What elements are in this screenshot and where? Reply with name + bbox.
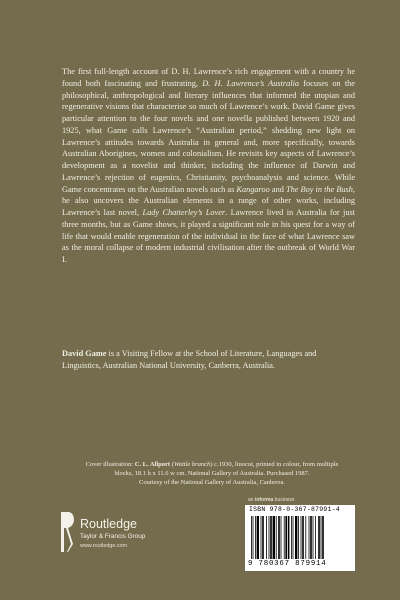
barcode-bar [302, 516, 304, 559]
barcode [245, 505, 355, 571]
barcode-bar [266, 516, 267, 559]
barcode-bar [281, 516, 282, 559]
barcode-bar [321, 516, 322, 559]
barcode-bar [313, 516, 314, 559]
barcode-bar [301, 516, 302, 559]
isbn-number: 9 780367 879914 [248, 560, 327, 568]
barcode-bar [310, 516, 312, 559]
barcode-bar [305, 516, 306, 559]
barcode-bar [285, 516, 287, 559]
barcode-bar [309, 516, 310, 559]
barcode-bar [251, 516, 252, 559]
barcode-bar [253, 516, 254, 559]
blurb-text: . Lawrence lived in Australia for just three months, but as Game shows, it played a significant role in his quest for a way of life that would enable regeneration of the individual in the face of what Lawrence saw as the moral collapse of modern industrial civilisation after the outbreak of World War I. [62, 208, 355, 264]
publisher-url[interactable]: www.routledge.com [80, 543, 128, 549]
barcode-bar [262, 516, 264, 559]
barcode-bar [270, 516, 272, 559]
blurb-text: and [269, 184, 286, 194]
barcode-bar [278, 516, 280, 559]
informa-tagline: an informa business [248, 497, 295, 503]
credit-artist: C. L. Allport [134, 461, 171, 468]
barcode-bar [298, 516, 299, 559]
barcode-bar [318, 516, 320, 559]
barcode-bar [273, 516, 275, 559]
credit-work-title: Wattle branch [173, 461, 211, 468]
author-name: David Game [62, 349, 107, 358]
isbn-label: ISBN 978-0-367-87991-4 [249, 506, 340, 513]
author-bio [62, 348, 355, 372]
barcode-bar [255, 516, 256, 559]
blurb-text: , he also uncovers the Australian elements in a range of other works, including Lawrence’s last novel, [62, 184, 355, 217]
novel-title-italic: Kangaroo [236, 184, 270, 194]
author-bio-text: is a Visiting Fellow at the School of Literature, Languages and Linguistics, Australian National University, Canberra, Australia. [62, 349, 317, 370]
book-description [62, 66, 355, 266]
barcode-bar [269, 516, 270, 559]
barcode-bar [276, 516, 277, 559]
blurb-text: The first full-length account of D. H. Lawrence’s rich engagement with a country he found both fascinating and frustrating, [62, 67, 355, 88]
book-title-italic: D. H. Lawrence’s Australia [202, 78, 300, 88]
barcode-bar [293, 516, 294, 559]
cover-illustration-credit [62, 460, 362, 488]
publisher-group: Taylor & Francis Group [80, 533, 146, 540]
barcode-bar [284, 516, 285, 559]
publisher-name: Routledge [80, 517, 137, 531]
barcode-bar [261, 516, 262, 559]
barcode-bar [288, 516, 290, 559]
blurb-text: focuses on the philosophical, anthropological and literary influences that informed the utopian and regenerative visions that characterise so much of Lawrence’s work. David Game gives particular attention to the four novels and one novella published between 1920 and 1925, what Game calls Lawrence’s “Australian period,” shedding new light on Lawrence’s attitudes towards Australia in general and, more specifically, towards Australian Aborigines, women and colonialism. He revisits key aspects of Lawrence’s development as a novelist and thinker, including the influence of Darwin and Lawrence’s rejection of eugenics, Christianity, psychoanalysis and science. While Game concentrates on the Australian novels such as [62, 78, 355, 194]
novel-title-italic: The Boy in the Bush [285, 184, 353, 194]
credit-line-3: Courtesy of the National Gallery of Australia, Canberra. [138, 479, 286, 487]
barcode-bar [295, 516, 297, 559]
barcode-bar [322, 516, 324, 559]
barcode-bars [251, 516, 349, 559]
novel-title-italic: Lady Chatterley’s Lover [142, 208, 226, 217]
barcode-bar [315, 516, 316, 559]
credit-line-2: blocks, 18.1 h x 11.6 w cm. National Gallery of Australia. Purchased 1987. [114, 470, 310, 478]
routledge-logo-icon [60, 510, 75, 554]
credit-line-1: Cover illustration: C. L. Allport (Wattle branch) c.1930, linocut, printed in colour, from multiple [85, 461, 339, 468]
barcode-bar [291, 516, 292, 559]
barcode-bar [257, 516, 259, 559]
